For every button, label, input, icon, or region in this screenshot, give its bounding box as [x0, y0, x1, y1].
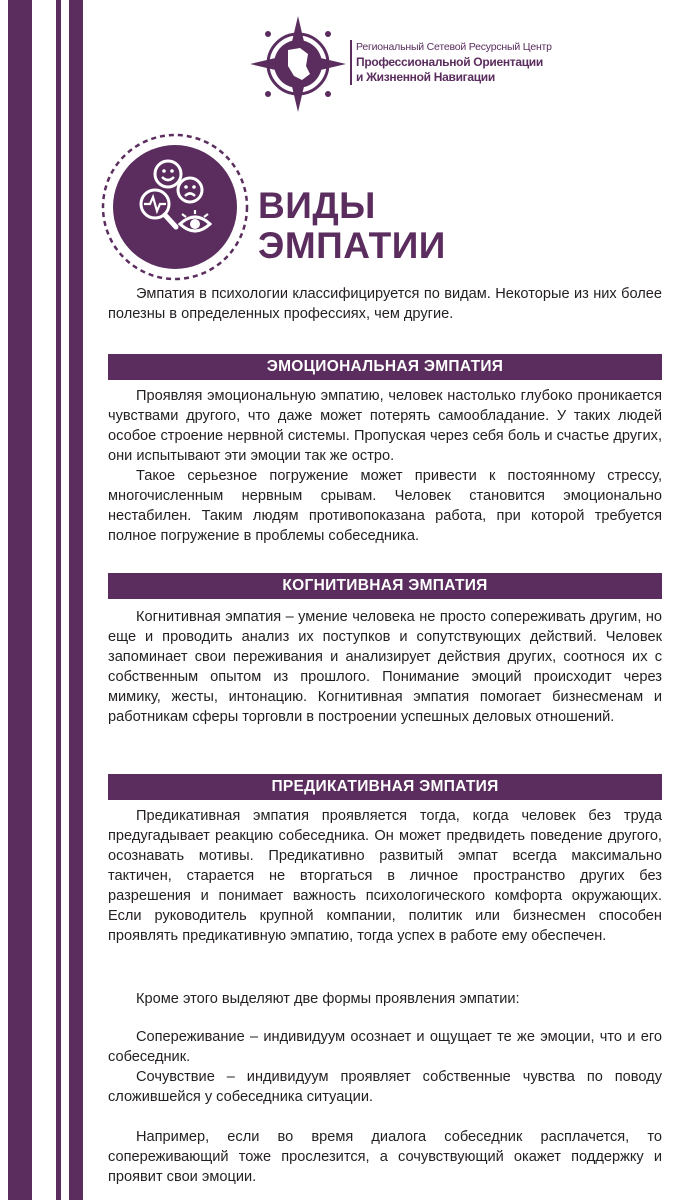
- compass-logo-icon: [248, 14, 348, 114]
- emotional-paragraph-2: Такое серьезное погружение может привести к постоянному стрессу, многочисленным нервным срывам. Человек становится эмоционально нестабилен. Таким людям противопоказана работа, при которой требуется полное погружение в проблемы собеседника.: [108, 468, 662, 544]
- page-title: [258, 186, 446, 266]
- forms-intro: Кроме этого выделяют две формы проявления эмпатии:: [136, 991, 520, 1007]
- left-stripe-wide: [8, 0, 32, 1200]
- form-compassion: Сопереживание – индивидуум осознает и ощущает те же эмоции, что и его собеседник.: [108, 1029, 662, 1065]
- logo-line-3: и Жизненной Навигации: [356, 70, 495, 84]
- left-stripe-medium: [69, 0, 83, 1200]
- section-heading-cognitive: КОГНИТИВНАЯ ЭМПАТИЯ: [108, 573, 662, 599]
- logo-text: [350, 40, 596, 85]
- example-paragraph: Например, если во время диалога собеседник расплачется, то сопереживающий тоже прослезится, а сочувствующий окажет поддержку и проявит свои эмоции.: [108, 1129, 662, 1185]
- form-sympathy: Сочувствие – индивидуум проявляет собственные чувства по поводу сложившейся у собеседника ситуации.: [108, 1069, 662, 1105]
- logo-line-2: Профессиональной Ориентации: [356, 55, 543, 69]
- cognitive-paragraph: Когнитивная эмпатия – умение человека не просто сопереживать другим, но еще и проводить анализ их поступков и сопутствующих действий. Человек запоминает свои переживания и анализирует действия других, соотнося их с собственным опытом из прошлого. Понимание эмоций происходит через мимику, жесты, интонацию. Когнитивная эмпатия помогает бизнесменам и работникам сферы торговли в построении успешных деловых отношений.: [108, 609, 662, 725]
- emotional-paragraph-1: Проявляя эмоциональную эмпатию, человек настолько глубоко проникается чувствами другого, что даже может потерять самообладание. У таких людей особое строение нервной системы. Пропуская через себя боль и счастье других, они испытывают эти эмоции так же остро.: [108, 388, 662, 464]
- section-heading-predicative: ПРЕДИКАТИВНАЯ ЭМПАТИЯ: [108, 774, 662, 800]
- title-line-2: ЭМПАТИИ: [258, 225, 446, 266]
- predicative-paragraph: Предикативная эмпатия проявляется тогда, когда человек без труда предугадывает реакцию собеседника. Он может предвидеть поведение другого, осознавать мотивы. Предикативно развитый эмпат всегда максимально тактичен, старается не вторгаться в личное пространство других без разрешения и понимает важность психологического комфорта окружающих. Если руководитель крупной компании, политик или бизнесмен способен проявлять предикативную эмпатию, тогда успех в работе ему обеспечен.: [108, 808, 662, 944]
- section-heading-emotional: ЭМОЦИОНАЛЬНАЯ ЭМПАТИЯ: [108, 354, 662, 380]
- logo-line-1: Региональный Сетевой Ресурсный Центр: [356, 41, 552, 53]
- title-line-1: ВИДЫ: [258, 185, 376, 226]
- left-stripe-thin: [56, 0, 61, 1200]
- intro-paragraph: Эмпатия в психологии классифицируется по видам. Некоторые из них более полезны в определенных профессиях, чем другие.: [108, 286, 662, 322]
- emotions-magnifier-icon: [100, 132, 250, 282]
